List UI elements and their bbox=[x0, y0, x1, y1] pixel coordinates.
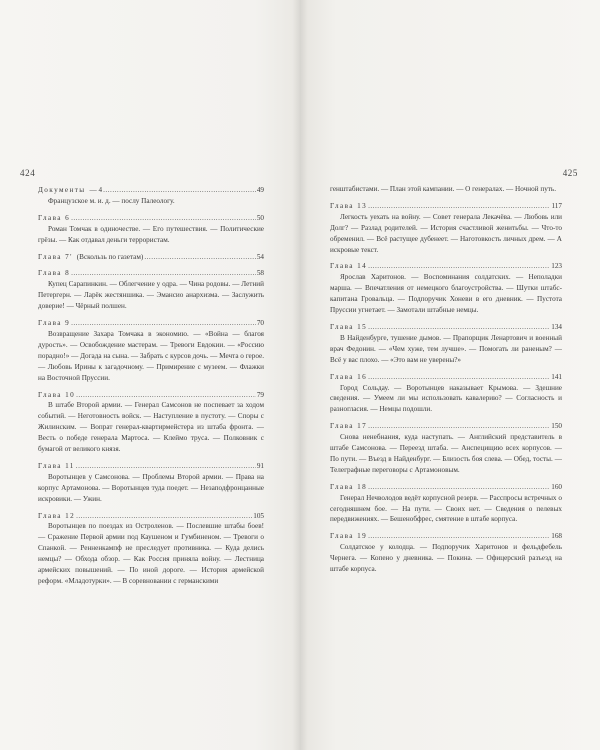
chapter-page-number: 58 bbox=[256, 269, 264, 278]
chapter-heading bbox=[38, 213, 264, 224]
table-of-contents-right bbox=[330, 184, 562, 581]
toc-entry bbox=[38, 268, 264, 312]
chapter-page-number: 105 bbox=[253, 511, 264, 520]
dot-leader bbox=[76, 511, 252, 522]
chapter-label: Глава 19 bbox=[330, 532, 368, 541]
chapter-summary: Снова ненебнания, куда наступать. — Английский представитель в штабе Самсонова. — Переезд штаба. — Анспецищию всех корпусов. — По пути. — Въезд в Найденбург. — Близость боя слева. — Обед, тосты. — Телеграфные переговоры с Артамоновым. bbox=[330, 433, 562, 474]
dot-leader bbox=[368, 322, 550, 333]
toc-entry bbox=[38, 461, 264, 505]
chapter-summary: Генерал Нечволодов ведёт корпусной резерв. — Расспросы встречных о сегодняшнем бое. — На пути. — Своих нет. — Сведения о пелевых передвижениях. — Бешенобфрес, смятение в штабе корпуса. bbox=[330, 493, 562, 524]
continued-summary: генштабистами. — План этой кампании. — О генералах. — Ночной путь. bbox=[330, 185, 556, 193]
dot-leader bbox=[368, 531, 550, 542]
chapter-page-number: 50 bbox=[256, 213, 264, 222]
toc-entry bbox=[330, 421, 562, 476]
dot-leader bbox=[144, 252, 255, 263]
chapter-page-number: 150 bbox=[551, 422, 562, 431]
chapter-heading bbox=[38, 390, 264, 401]
chapter-page-number: 141 bbox=[551, 372, 562, 381]
chapter-heading bbox=[38, 461, 264, 472]
chapter-heading bbox=[330, 482, 562, 493]
chapter-label: Глава 6 bbox=[38, 213, 71, 222]
chapter-heading bbox=[38, 185, 264, 196]
chapter-summary: Город Сольдау. — Воротынцев наказывает Крымова. — Здешние сведения. — Умеем ли мы использовать кавалерию? — Согласность и разногласия. — Немцы подошли. bbox=[330, 383, 562, 414]
chapter-page-number: 117 bbox=[551, 201, 562, 210]
toc-entry bbox=[330, 261, 562, 316]
chapter-heading bbox=[330, 421, 562, 432]
right-page bbox=[300, 0, 600, 750]
page-number: 424 bbox=[20, 168, 36, 178]
chapter-summary: Роман Томчак в одиночестве. — Его путешествия. — Политические грёзы. — Как отдавал деньги террористам. bbox=[38, 224, 264, 244]
toc-entry bbox=[330, 201, 562, 256]
toc-entry bbox=[38, 511, 264, 587]
chapter-summary: Легкость уехать на войну. — Совет генерала Лекачёва. — Любовь или Долг? — Разлад родителей. — История счастливой женитьбы. — Что-то обременил. — Всё растущее дубенеет. — Наготовкость личных дрем. — А искровые текст. bbox=[330, 212, 562, 254]
chapter-page-number: 49 bbox=[256, 186, 264, 194]
toc-entry bbox=[330, 531, 562, 575]
chapter-heading bbox=[330, 261, 562, 272]
chapter-page-number: 54 bbox=[256, 252, 264, 261]
chapter-number: — 4 bbox=[89, 186, 103, 194]
toc-entry bbox=[38, 252, 264, 263]
chapter-summary: Возвращение Захара Томчака в экономию. — «Война — благоя дурость». — Освобождение мастерам. — Тревоги Евдокии. — «Россию порадно!» — Догада на сына. — Забрать с курсов дочь. — Мечта о герое. — Любовь Ирины к загадочному. — Примирение с музеем. — Флажки на Восточной Пруссии. bbox=[38, 329, 265, 382]
dot-leader bbox=[368, 421, 550, 432]
chapter-label: Глава 17 bbox=[330, 422, 368, 431]
chapter-page-number: 79 bbox=[256, 390, 264, 399]
chapter-label: Глава 13 bbox=[330, 201, 368, 210]
dot-leader bbox=[71, 268, 256, 279]
toc-entry bbox=[330, 372, 562, 416]
chapter-page-number: 134 bbox=[551, 322, 562, 331]
chapter-heading bbox=[38, 252, 264, 263]
chapter-summary: Французское м. и. д. — послу Палеологу. bbox=[48, 196, 175, 205]
chapter-summary: Ярослав Харитонов. — Воспоминания солдатских. — Неполадки марша. — Впечатления от немецкого благоустройства. — Шутки штабс-капитана Гровальца. — Подпоручик Хоневи в его дневник. — Пустота Пруссии угнетает. — Замотали штабные немцы. bbox=[330, 273, 562, 315]
chapter-heading bbox=[330, 372, 562, 383]
chapter-summary: В штабе Второй армии. — Генерал Самсонов не поспевает за ходом событий. — Неготовность войск. — Наступление в пустоту. — Споры с Жилинским. — Вопрат генерал-квартирмейстера из штаба фронта. — Весть о победе генерала Мартоса. — Клеймо труса. — Полковник с бумагой от великого князя. bbox=[38, 401, 264, 454]
toc-entry bbox=[38, 185, 264, 207]
chapter-page-number: 168 bbox=[551, 532, 562, 541]
chapter-page-number: 123 bbox=[551, 262, 562, 271]
toc-entry bbox=[38, 390, 264, 455]
chapter-label: Глава 10 bbox=[38, 390, 76, 399]
dot-leader bbox=[76, 390, 256, 401]
chapter-heading bbox=[38, 511, 264, 522]
chapter-label: Глава 14 bbox=[330, 262, 368, 271]
table-of-contents-left bbox=[38, 185, 264, 593]
toc-entry bbox=[38, 318, 264, 383]
chapter-page-number: 70 bbox=[256, 319, 264, 328]
book-gutter bbox=[292, 0, 308, 750]
dot-leader bbox=[368, 201, 550, 212]
chapter-summary: Солдатское у колодца. — Подпоручик Харитонов и фельдфебель Чернега. — Копено у дневника. — Покина. — Офицерский разъезд на штабе корпуса. bbox=[330, 543, 562, 574]
chapter-summary: Воротынцев по поездах из Остроленов. — Послевшие штабы боев! — Сражение Первой армии под Каушеном и Гумбиненом. — Тревоги о Спанкой. — Ренненкампф не преследует противника. — Куда делись немцы? — Обхода обзор. — Как Россия приняла войну. — Лестница армейских повышений. — По иной дороге. — История армейской реформ. «Младотурки». — В соревновании с германскими bbox=[38, 522, 264, 585]
dot-leader bbox=[368, 482, 550, 493]
chapter-page-number: 160 bbox=[551, 482, 562, 491]
toc-entry bbox=[38, 213, 264, 246]
chapter-page-number: 91 bbox=[256, 461, 264, 470]
chapter-label: Глава 11 bbox=[38, 461, 75, 470]
toc-entry bbox=[330, 482, 562, 526]
dot-leader bbox=[368, 261, 550, 272]
chapter-summary: Воротынцев у Самсонова. — Проблемы Второй армии. — Права на корпус Артамонова. — Воротынцев туда поедет. — Незаподфронцанные искровики. — Ужин. bbox=[38, 472, 264, 503]
chapter-heading bbox=[38, 318, 264, 329]
chapter-label: Глава 12 bbox=[38, 511, 76, 520]
chapter-heading bbox=[330, 201, 562, 212]
chapter-label: Глава 15 bbox=[330, 322, 368, 331]
chapter-summary: В Найденбурге, тушение дымов. — Прапорщик Ленартович и военный врач Федонин. — «Чем хуже, тем лучше». — Помогать ли раненым? — Всё у вас плохо. — «Это вам не уверены?» bbox=[330, 333, 562, 364]
page-number: 425 bbox=[562, 168, 578, 178]
chapter-summary: Купец Сарапинкин. — Облегчение у одра. — Чина родовы. — Летний Петергерн. — Ларёк жестяншика. — Эмансио анархизма. — Заслужить доверие! — Чёрный полшен. bbox=[38, 280, 264, 311]
dot-leader bbox=[71, 318, 256, 329]
toc-entry bbox=[330, 322, 562, 366]
dot-leader bbox=[71, 213, 256, 224]
chapter-number: (Вскользь по газетам) bbox=[76, 252, 144, 261]
chapter-label: Глава 9 bbox=[38, 319, 71, 328]
chapter-label: Глава 16 bbox=[330, 372, 368, 381]
chapter-label: Глава 18 bbox=[330, 482, 368, 491]
chapter-heading bbox=[330, 322, 562, 333]
dot-leader bbox=[103, 185, 256, 196]
chapter-label: Глава 7' bbox=[38, 252, 73, 261]
dot-leader bbox=[76, 461, 256, 472]
chapter-heading bbox=[38, 268, 264, 279]
chapter-heading bbox=[330, 531, 562, 542]
chapter-label: Глава 8 bbox=[38, 269, 71, 278]
chapter-label: Документы bbox=[38, 186, 86, 194]
dot-leader bbox=[368, 372, 550, 383]
